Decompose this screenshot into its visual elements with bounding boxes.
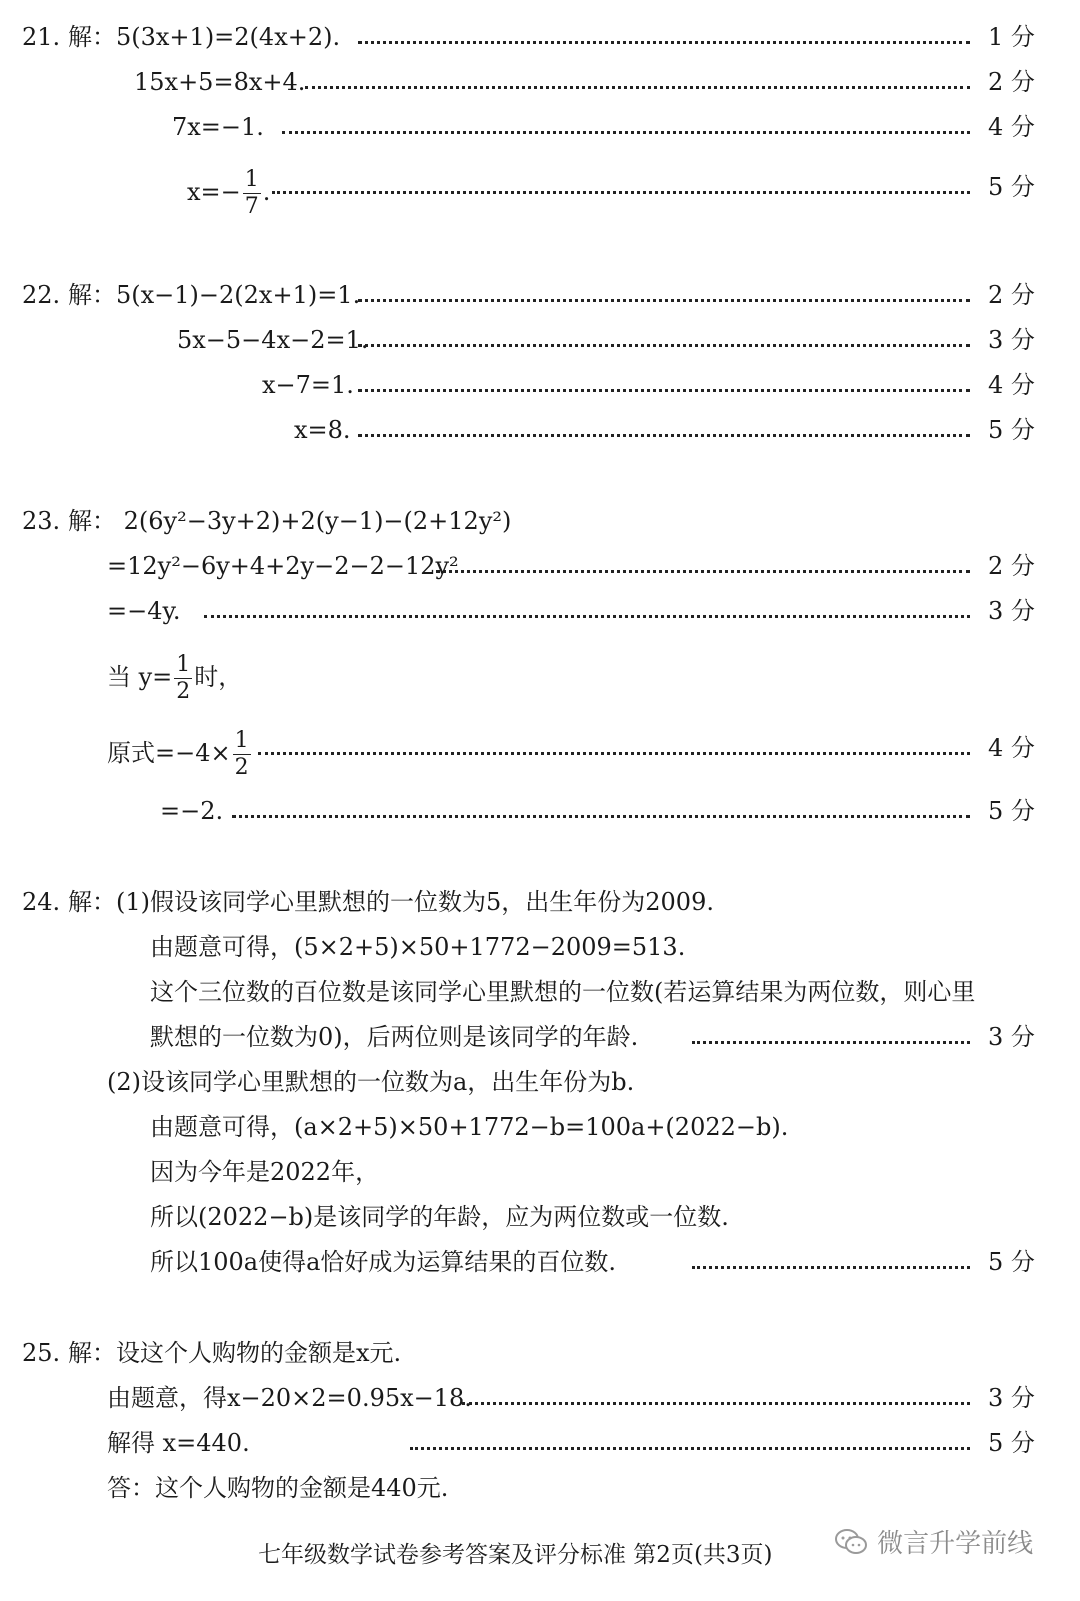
solution-line xyxy=(0,728,1080,780)
score: 3 分 xyxy=(988,597,1035,625)
solution-line xyxy=(0,882,1080,922)
dotted-leader xyxy=(204,591,970,631)
dotted-leader xyxy=(358,275,970,315)
solution-step: 因为今年是2022年， xyxy=(150,1158,380,1186)
solution-step: 答：这个人购物的金额是440元. xyxy=(107,1474,449,1502)
page-footer: 七年级数学试卷参考答案及评分标准 第2页(共3页) xyxy=(258,1542,773,1568)
solution-line xyxy=(0,591,1080,631)
solution-line xyxy=(0,1423,1080,1463)
solution-step: 解得 x=440. xyxy=(107,1429,250,1457)
fraction: $\frac{1}{2}$ xyxy=(234,728,249,780)
solution-step: 解： 2(6y²−3y+2)+2(y−1)−(2+12y²) xyxy=(68,507,512,535)
solution-step: =−2. xyxy=(160,797,224,825)
score: 2 分 xyxy=(988,552,1035,580)
score: 4 分 xyxy=(988,734,1035,762)
solution-step: x=8. xyxy=(294,416,351,444)
solution-step: 解：5(x−1)−2(2x+1)=1. xyxy=(68,281,361,309)
dotted-leader xyxy=(692,1242,970,1282)
solution-step: 原式=−4× $\frac{1}{2}$ xyxy=(107,728,249,780)
watermark-text: 微言升学前线 xyxy=(877,1529,1034,1559)
solution-step: 5x−5−4x−2=1. xyxy=(177,326,369,354)
solution-step: 所以100a使得a恰好成为运算结果的百位数. xyxy=(150,1248,617,1276)
problem-number: 22. xyxy=(22,281,61,309)
score: 2 分 xyxy=(988,281,1035,309)
solution-step: 解：(1)假设该同学心里默想的一位数为5，出生年份为2009. xyxy=(68,888,714,916)
solution-line xyxy=(0,927,1080,967)
dotted-leader xyxy=(258,728,970,768)
solution-step: 由题意可得，(a×2+5)×50+1772−b=100a+(2022−b). xyxy=(150,1113,789,1141)
score: 3 分 xyxy=(988,1384,1035,1412)
solution-line xyxy=(0,62,1080,102)
score: 1 分 xyxy=(988,23,1035,51)
dotted-leader xyxy=(692,1017,970,1057)
solution-step: 由题意可得，(5×2+5)×50+1772−2009=513. xyxy=(150,933,686,961)
dotted-leader xyxy=(410,1423,970,1463)
solution-line xyxy=(0,275,1080,315)
solution-step: 解：设这个人购物的金额是x元. xyxy=(68,1339,402,1367)
dotted-leader xyxy=(358,410,970,450)
dotted-leader xyxy=(358,320,970,360)
dotted-leader xyxy=(282,107,970,147)
score: 3 分 xyxy=(988,1023,1035,1051)
solution-line xyxy=(0,320,1080,360)
score: 5 分 xyxy=(988,1429,1035,1457)
wechat-icon xyxy=(834,1528,868,1556)
solution-step: 当 y= $\frac{1}{2}$ 时， xyxy=(107,652,243,704)
solution-line xyxy=(0,365,1080,405)
solution-line xyxy=(0,1062,1080,1102)
problem-number: 23. xyxy=(22,507,61,535)
solution-line xyxy=(0,791,1080,831)
problem-number: 25. xyxy=(22,1339,61,1367)
dotted-leader xyxy=(232,791,970,831)
solution-line xyxy=(0,652,1080,704)
score: 5 分 xyxy=(988,797,1035,825)
dotted-leader xyxy=(462,1378,970,1418)
solution-step: x−7=1. xyxy=(262,371,354,399)
solution-step: =−4y. xyxy=(107,597,181,625)
solution-step: 这个三位数的百位数是该同学心里默想的一位数(若运算结果为两位数，则心里 xyxy=(150,978,976,1006)
solution-step: x=− $\frac{1}{7}$ . xyxy=(187,167,271,219)
score: 5 分 xyxy=(988,173,1035,201)
score: 5 分 xyxy=(988,1248,1035,1276)
fraction: $\frac{1}{7}$ xyxy=(244,167,259,219)
solution-step: 7x=−1. xyxy=(172,113,264,141)
dotted-leader xyxy=(272,167,970,207)
solution-step: 默想的一位数为0)，后两位则是该同学的年龄. xyxy=(150,1023,639,1051)
solution-line xyxy=(0,972,1080,1012)
solution-step: 所以(2022−b)是该同学的年龄，应为两位数或一位数. xyxy=(150,1203,729,1231)
solution-line xyxy=(0,546,1080,586)
score: 3 分 xyxy=(988,326,1035,354)
problem-number: 21. xyxy=(22,23,61,51)
dotted-leader xyxy=(358,365,970,405)
problem-number: 24. xyxy=(22,888,61,916)
score: 2 分 xyxy=(988,68,1035,96)
dotted-leader xyxy=(436,546,970,586)
solution-line xyxy=(0,1378,1080,1418)
solution-line xyxy=(0,1017,1080,1057)
solution-step: =12y²−6y+4+2y−2−2−12y² xyxy=(107,552,459,580)
solution-line xyxy=(0,1333,1080,1373)
solution-line xyxy=(0,1242,1080,1282)
solution-line xyxy=(0,107,1080,147)
solution-line xyxy=(0,1468,1080,1508)
solution-step: (2)设该同学心里默想的一位数为a，出生年份为b. xyxy=(107,1068,635,1096)
solution-line xyxy=(0,1152,1080,1192)
solution-line xyxy=(0,501,1080,541)
dotted-leader xyxy=(358,17,970,57)
score: 4 分 xyxy=(988,371,1035,399)
score: 5 分 xyxy=(988,416,1035,444)
solution-step: 15x+5=8x+4. xyxy=(134,68,306,96)
solution-line xyxy=(0,1197,1080,1237)
solution-step: 解：5(3x+1)=2(4x+2). xyxy=(68,23,341,51)
solution-step: 由题意，得x−20×2=0.95x−18. xyxy=(107,1384,472,1412)
watermark xyxy=(834,1523,1033,1563)
dotted-leader xyxy=(305,62,970,102)
solution-line xyxy=(0,410,1080,450)
solution-line xyxy=(0,17,1080,57)
fraction: $\frac{1}{2}$ xyxy=(176,652,191,704)
solution-line xyxy=(0,167,1080,219)
score: 4 分 xyxy=(988,113,1035,141)
solution-line xyxy=(0,1107,1080,1147)
